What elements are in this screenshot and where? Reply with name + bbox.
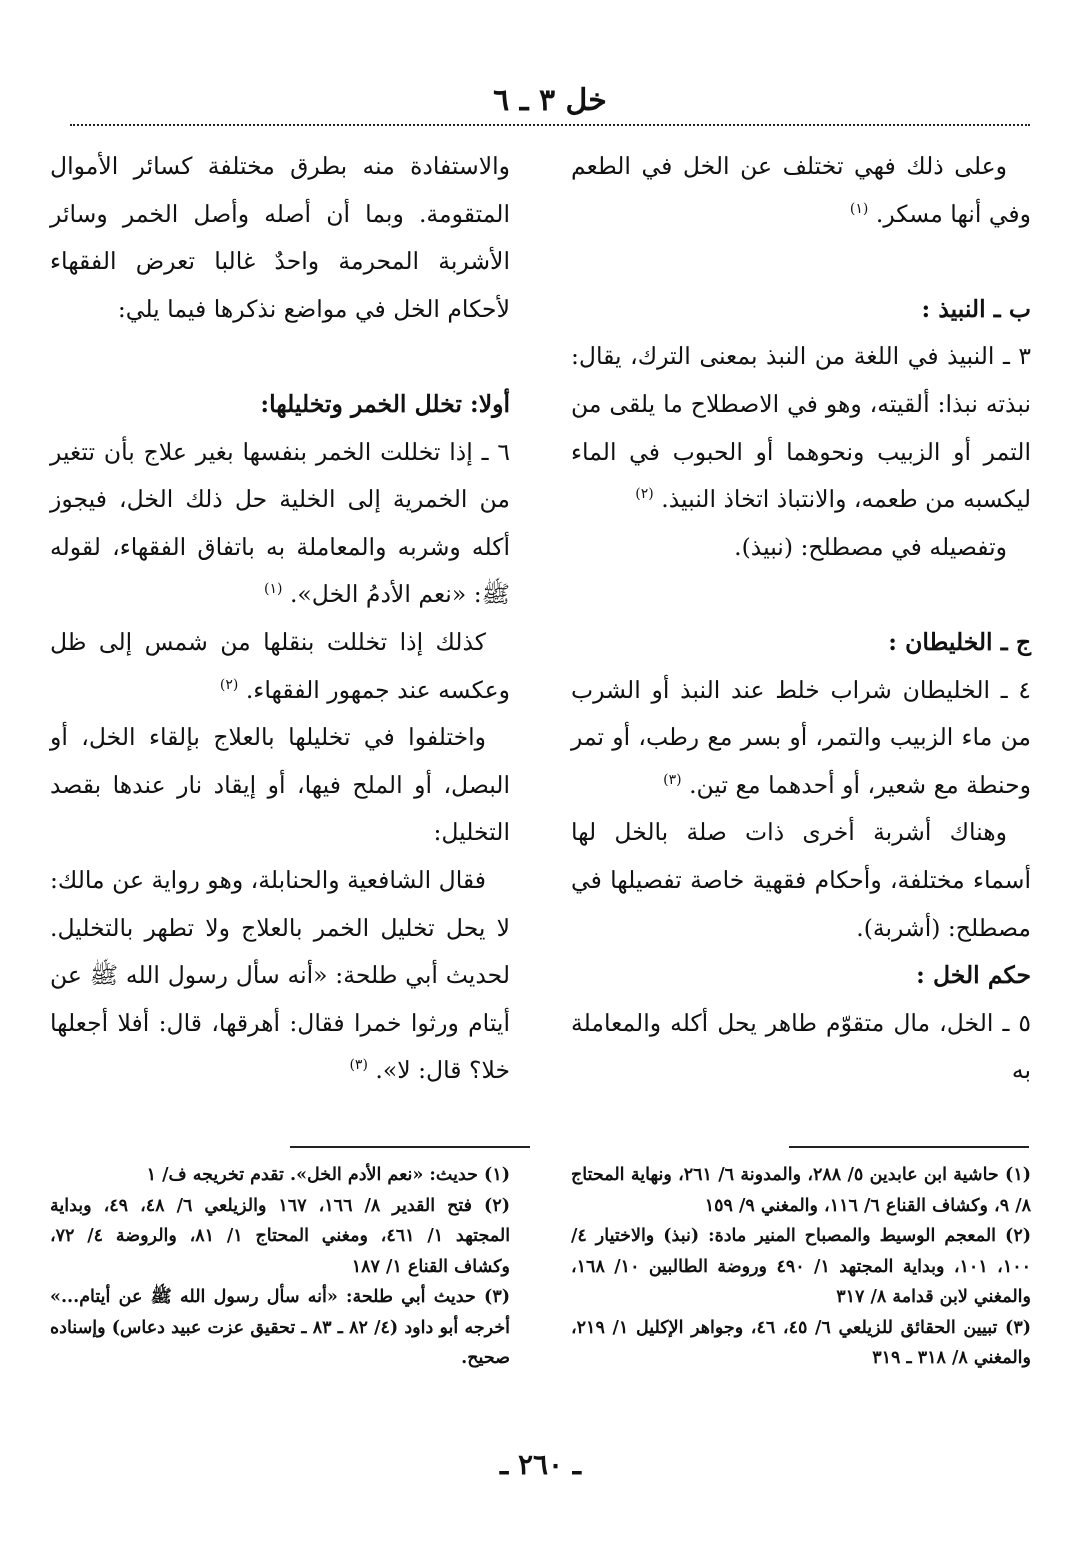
footnotes-left <box>50 1160 510 1374</box>
footnote-ref: (١) <box>849 200 869 217</box>
footnote-right-3: (٣) تبيين الحقائق للزيلعي ٦/ ٤٥، ٤٦، وجواهر الإكليل ١/ ٢١٩، والمغني ٨/ ٣١٨ ـ ٣١٩ <box>571 1317 1032 1368</box>
paragraph-nabidh-term: وتفصيله في مصطلح: (نبيذ). <box>734 532 1007 561</box>
footnote-ref: (٢) <box>219 676 239 693</box>
footnote-left-1: (١) حديث: «نعم الأدم الخل». تقدم تخريجه ف/ ١ <box>146 1165 510 1185</box>
footnote-rule-left <box>290 1146 530 1148</box>
footnote-rule-right <box>789 1146 1029 1148</box>
running-header: خل ٣ ـ ٦ <box>493 83 607 118</box>
text: ٦ ـ إذا تخللت الخمر بنفسها بغير علاج بأن تتغير من الخمرية إلى الخلية حل ذلك الخل، فيجوز أكله وشربه والمعاملة به باتفاق الفقهاء، لقوله ﷺ: «نعم الأدمُ الخل». <box>50 437 510 609</box>
footnote-ref: (٣) <box>349 1057 368 1074</box>
text: كذلك إذا تخللت بنقلها من شمس إلى ظل وعكسه عند جمهور الفقهاء. <box>50 627 510 704</box>
paragraph-khalitan <box>571 667 1031 810</box>
paragraph-shafii-hanbali <box>50 857 510 1095</box>
footnote-ref: (٣) <box>663 771 682 788</box>
paragraph-taste-difference <box>571 143 1031 238</box>
footnote-right-1: (١) حاشية ابن عابدين ٥/ ٢٨٨، والمدونة ٦/ ٢٦١، ونهاية المحتاج ٨/ ٩، وكشاف القناع ٦/ ١١٦، والمغني ٩/ ١٥٩ <box>571 1165 1032 1216</box>
heading-vinegar-ruling: حكم الخل : <box>916 961 1031 990</box>
paragraph-sun-shade <box>50 619 510 714</box>
text: ٣ ـ النبيذ في اللغة من النبذ بمعنى الترك، يقال: نبذته نبذا: ألقيته، وهو في الاصطلاح ما يلقى من التمر أو الزبيب ونحوهما أو الحبوب في الماء ليكسبه من طعمه، والانتباذ اتخاذ النبيذ. <box>571 342 1031 514</box>
paragraph-vinegar-ruling: ٥ ـ الخل، مال متقوّم طاهر يحل أكله والمعاملة به <box>571 1008 1031 1085</box>
footnote-ref: (١) <box>263 581 283 598</box>
header-dotted-rule <box>70 124 1030 126</box>
right-column <box>571 143 1031 1095</box>
text: فقال الشافعية والحنابلة، وهو رواية عن مالك: لا يحل تخليل الخمر بالعلاج ولا تطهر بالتخليل. لحديث أبي طلحة: «أنه سأل رسول الله ﷺ عن أيتام ورثوا خمرا فقال: أهرقها، قال: أفلا أجعلها خلا؟ قال: لا». <box>49 865 510 1085</box>
paragraph-nabidh <box>571 333 1031 523</box>
footnote-ref: (٢) <box>635 486 654 503</box>
heading-khalitan: ج ـ الخليطان : <box>888 627 1031 656</box>
footnote-left-3: (٣) حديث أبي طلحة: «أنه سأل رسول الله ﷺ عن أيتام...» أخرجه أبو داود (٤/ ٨٢ ـ ٨٣ ـ تحقيق عزت عبيد دعاس) وإسناده صحيح. <box>50 1287 510 1368</box>
heading-first-takhallul: أولا: تخلل الخمر وتخليلها: <box>260 389 510 418</box>
page-number: ـ ٢٦٠ ـ <box>499 1448 582 1481</box>
text: ٤ ـ الخليطان شراب خلط عند النبذ أو الشرب من ماء الزبيب والتمر، أو بسر مع رطب، أو تمر وحنطة مع شعير، أو أحدهما مع تين. <box>571 675 1031 799</box>
heading-nabidh: ب ـ النبيذ : <box>921 294 1031 323</box>
paragraph-vinegar-ruling-cont: والاستفادة منه بطرق مختلفة كسائر الأموال المتقومة. وبما أن أصله وأصل الخمر وسائر الأشربة المحرمة واحدٌ غالبا تعرض الفقهاء لأحكام الخل في مواضع نذكرها فيما يلي: <box>50 152 510 323</box>
left-column <box>50 143 510 1095</box>
paragraph-treatment-dispute: واختلفوا في تخليلها بالعلاج بإلقاء الخل، أو البصل، أو الملح فيها، أو إيقاد نار عندها بقصد التخليل: <box>50 723 510 847</box>
footnotes-right <box>571 1160 1031 1374</box>
paragraph-other-drinks: وهناك أشربة أخرى ذات صلة بالخل لها أسماء مختلفة، وأحكام فقهية خاصة تفصيلها في مصطلح: (أشربة). <box>571 818 1031 942</box>
paragraph-self-vinegar <box>50 429 510 619</box>
text: وعلى ذلك فهي تختلف عن الخل في الطعم وفي أنها مسكر. <box>571 152 1031 228</box>
footnote-left-2: (٢) فتح القدير ٨/ ١٦٦، ١٦٧ والزيلعي ٦/ ٤٨، ٤٩، وبداية المجتهد ١/ ٤٦١، ومغني المحتاج ١/ ٨١، والروضة ٤/ ٧٢، وكشاف القناع ١/ ١٨٧ <box>50 1195 511 1277</box>
footnote-right-2: (٢) المعجم الوسيط والمصباح المنير مادة: (نبذ) والاختيار ٤/ ١٠٠، ١٠١، وبداية المجتهد ١/ ٤٩٠ وروضة الطالبين ١٠/ ١٦٨، والمغني لابن قدامة ٨/ ٣١٧ <box>571 1226 1032 1307</box>
